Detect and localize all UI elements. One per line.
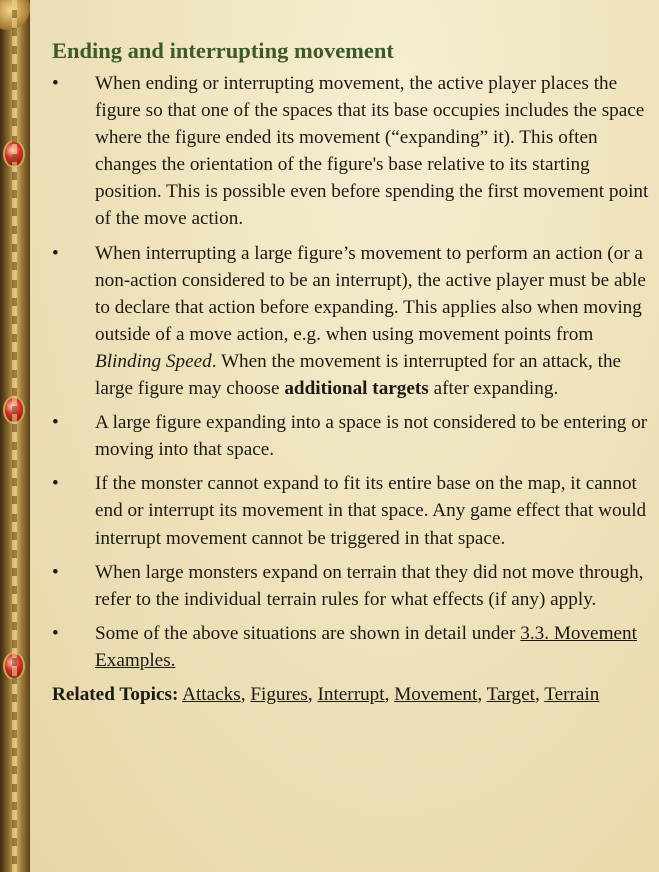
- gem-icon: [5, 654, 23, 678]
- topic-link-target[interactable]: Target: [486, 683, 535, 705]
- item-text: after expanding.: [428, 378, 559, 400]
- keyword: additional targets: [284, 378, 429, 400]
- item-text: When ending or interrupting movement, the active player places the figure so that one of the spaces that its base occupies includes the space where the figure ended its movement (“expanding” it). This often changes the orientation of the figure's base relative to its starting position. This is possible even before spending the first movement point of the move action.: [95, 73, 649, 230]
- list-item: [52, 620, 652, 674]
- movement-examples-link[interactable]: 3.3. Movement Examples.: [95, 622, 637, 671]
- list-item: [52, 409, 652, 463]
- topic-link-attacks[interactable]: Attacks: [182, 683, 241, 705]
- section-title: Ending and interrupting movement: [52, 38, 394, 63]
- content: [52, 36, 652, 708]
- bullet-icon: •: [52, 622, 59, 644]
- item-text: Some of the above situations are shown in detail under: [95, 622, 521, 644]
- item-text: When interrupting a large figure’s movement to perform an action (or a non-action considered to be an interrupt), the active player must be able to declare that action before expanding. This applies also when moving outside of a move action, e.g. when using movement points from: [95, 242, 646, 345]
- topic-link-terrain[interactable]: Terrain: [544, 683, 600, 705]
- bullet-list: [52, 70, 652, 674]
- item-text: If the monster cannot expand to fit its entire base on the map, it cannot end or interrupt its movement in that space. Any game effect that would interrupt movement cannot be triggered in that space.: [95, 473, 647, 549]
- item-text: When large monsters expand on terrain that they did not move through, refer to the individual terrain rules for what effects (if any) apply.: [95, 561, 644, 610]
- bullet-icon: •: [52, 561, 59, 583]
- list-item: [52, 70, 652, 233]
- ornate-border: [0, 0, 30, 872]
- list-item: [52, 559, 652, 613]
- topic-link-interrupt[interactable]: Interrupt: [317, 683, 385, 705]
- item-text: . When the movement is interrupted for an attack, the large figure may choose: [95, 350, 622, 400]
- bullet-icon: •: [52, 473, 59, 495]
- list-item: [52, 240, 652, 403]
- bullet-icon: •: [52, 242, 59, 264]
- gem-icon: [5, 398, 23, 422]
- item-text: A large figure expanding into a space is not considered to be entering or moving into that space.: [95, 412, 648, 461]
- list-item: [52, 470, 652, 551]
- corner-ornament-icon: [0, 0, 30, 30]
- gem-icon: [5, 142, 23, 166]
- topic-link-movement[interactable]: Movement: [394, 683, 478, 705]
- ability-name: Blinding Speed: [95, 350, 212, 372]
- topic-link-figures[interactable]: Figures: [250, 683, 308, 705]
- bullet-icon: •: [52, 412, 59, 434]
- bullet-icon: •: [52, 73, 59, 94]
- related-topics-label: Related Topics:: [52, 683, 179, 705]
- related-topics: Related Topics: Attacks, Figures, Interrupt, Movement, Target, Terrain: [52, 683, 600, 705]
